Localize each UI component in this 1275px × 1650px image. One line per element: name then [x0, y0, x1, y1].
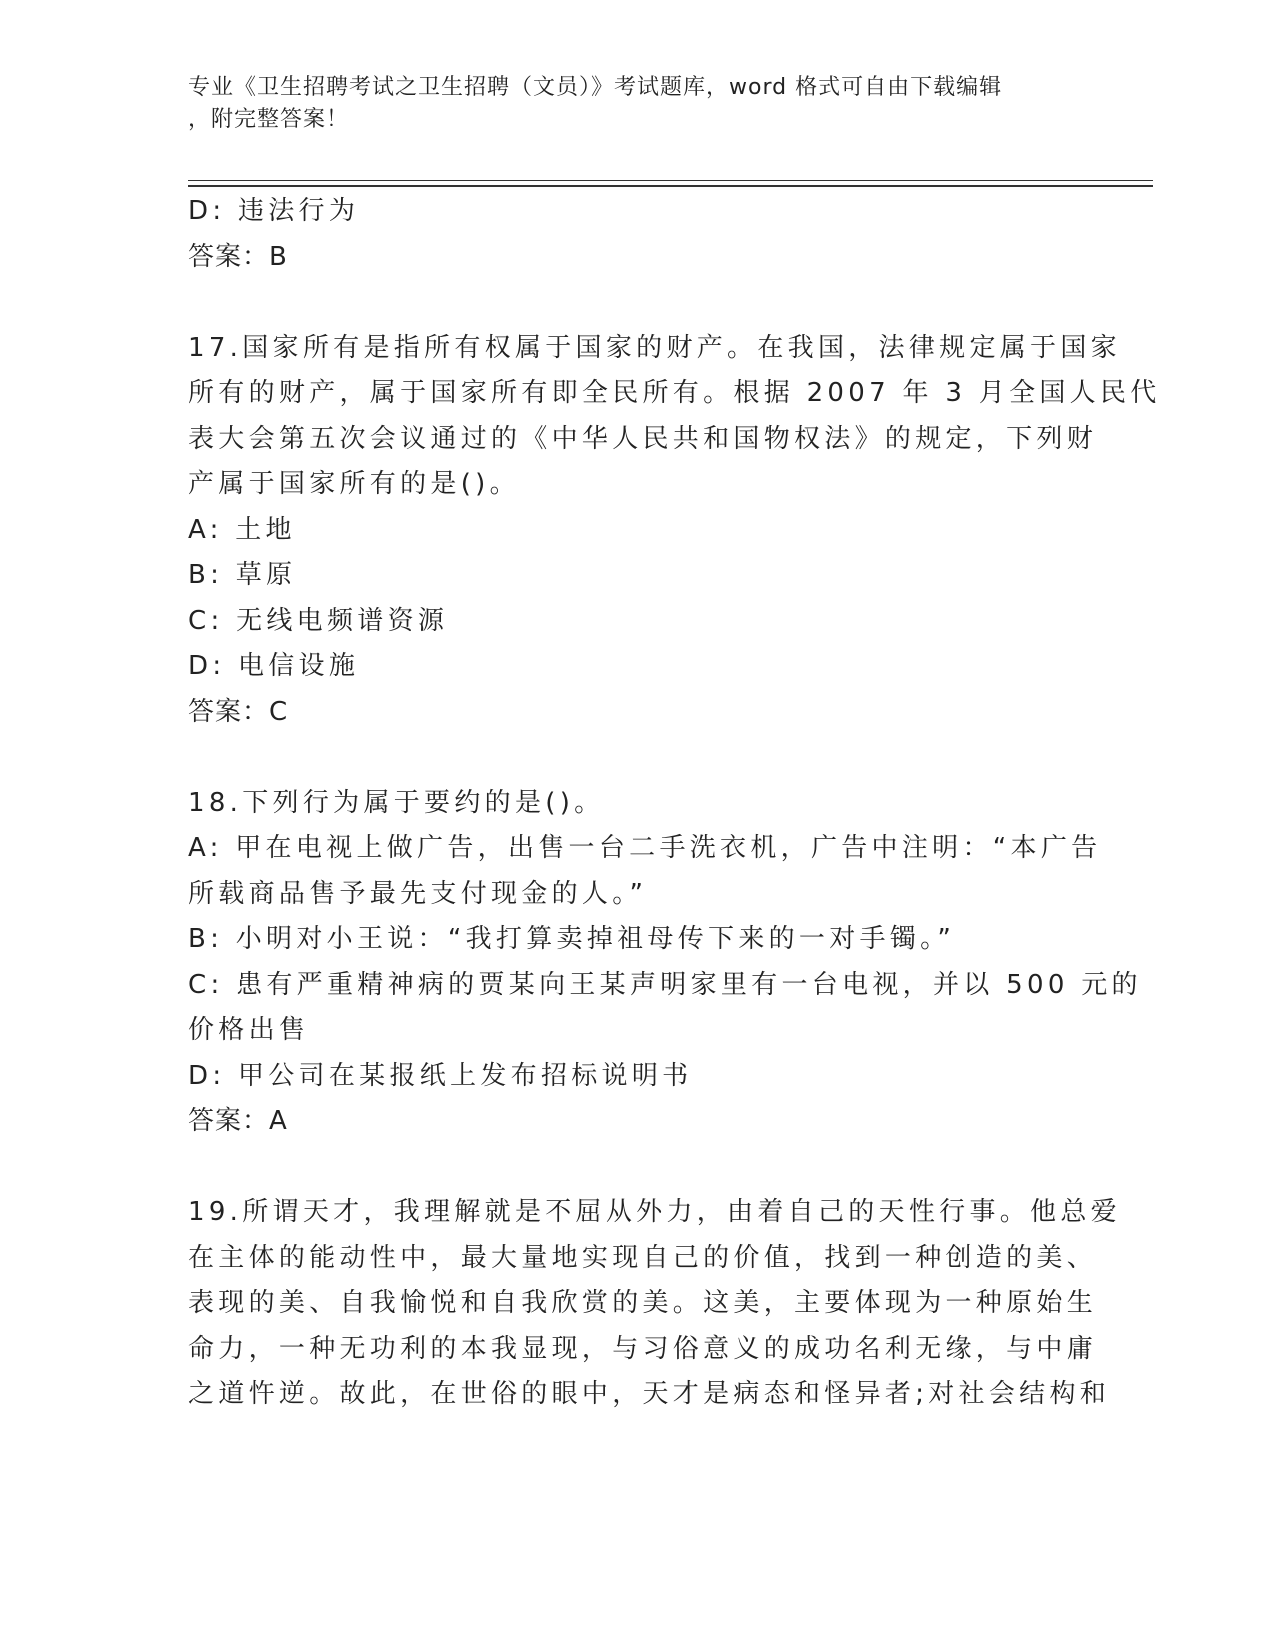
- question-stem-line: 所有的财产，属于国家所有即全民所有。根据 2007 年 3 月全国人民代: [188, 378, 1161, 408]
- spacer: [188, 735, 1068, 781]
- option-a: A: 土地: [188, 514, 296, 545]
- spacer: [188, 1145, 1068, 1191]
- question-stem-line: 在主体的能动性中，最大量地实现自己的价值，找到一种创造的美、: [188, 1242, 1098, 1273]
- question-stem-line: 命力，一种无功利的本我显现，与习俗意义的成功名利无缘，与中庸: [188, 1333, 1098, 1364]
- option-a-line: A: 甲在电视上做广告，出售一台二手洗衣机，广告中注明：“本广告: [188, 833, 1102, 863]
- spacer: [188, 280, 1068, 326]
- answer: 答案：C: [188, 696, 289, 727]
- option-a-line: 所载商品售予最先支付现金的人。”: [188, 878, 648, 909]
- question-stem-line: 17.国家所有是指所有权属于国家的财产。在我国，法律规定属于国家: [188, 332, 1121, 363]
- option-b: B: 草原: [188, 560, 297, 590]
- header-line-2: ，附完整答案！: [188, 107, 350, 132]
- option-c-line: C: 患有严重精神病的贾某向王某声明家里有一台电视，并以 500 元的: [188, 969, 1142, 1000]
- option-d: D: 甲公司在某报纸上发布招标说明书: [188, 1060, 693, 1091]
- option-b: B: 小明对小王说：“我打算卖掉祖母传下来的一对手镯。”: [188, 924, 956, 954]
- answer: 答案：B: [188, 241, 288, 272]
- question-17: [188, 326, 1161, 736]
- question-stem-line: 表现的美、自我愉悦和自我欣赏的美。这美，主要体现为一种原始生: [188, 1288, 1098, 1318]
- header-line-1: 专业《卫生招聘考试之卫生招聘（文员）》考试题库，word 格式可自由下载编辑: [188, 75, 1003, 100]
- question-stem-line: 19.所谓天才，我理解就是不屈从外力，由着自己的天性行事。他总爱: [188, 1197, 1121, 1227]
- option-c: C: 无线电频谱资源: [188, 605, 449, 636]
- question-stem-line: 表大会第五次会议通过的《中华人民共和国物权法》的规定，下列财: [188, 423, 1098, 454]
- document-body: [188, 189, 1161, 1418]
- option-d: D: 电信设施: [188, 651, 360, 681]
- question-16: [188, 189, 1068, 280]
- option-c-line: 价格出售: [188, 1015, 310, 1045]
- question-stem-line: 产属于国家所有的是()。: [188, 469, 520, 499]
- header-rule-thick: [188, 185, 1153, 187]
- answer: 答案：A: [188, 1106, 288, 1136]
- document-header: [188, 72, 1068, 136]
- question-stem-line: 之道忤逆。故此，在世俗的眼中，天才是病态和怪异者;对社会结构和: [188, 1379, 1111, 1409]
- question-stem: 18.下列行为属于要约的是()。: [188, 787, 605, 818]
- question-19: [188, 1190, 1121, 1418]
- header-rule-thin: [188, 180, 1153, 181]
- option-d: D: 违法行为: [188, 196, 360, 226]
- question-18: [188, 781, 1142, 1145]
